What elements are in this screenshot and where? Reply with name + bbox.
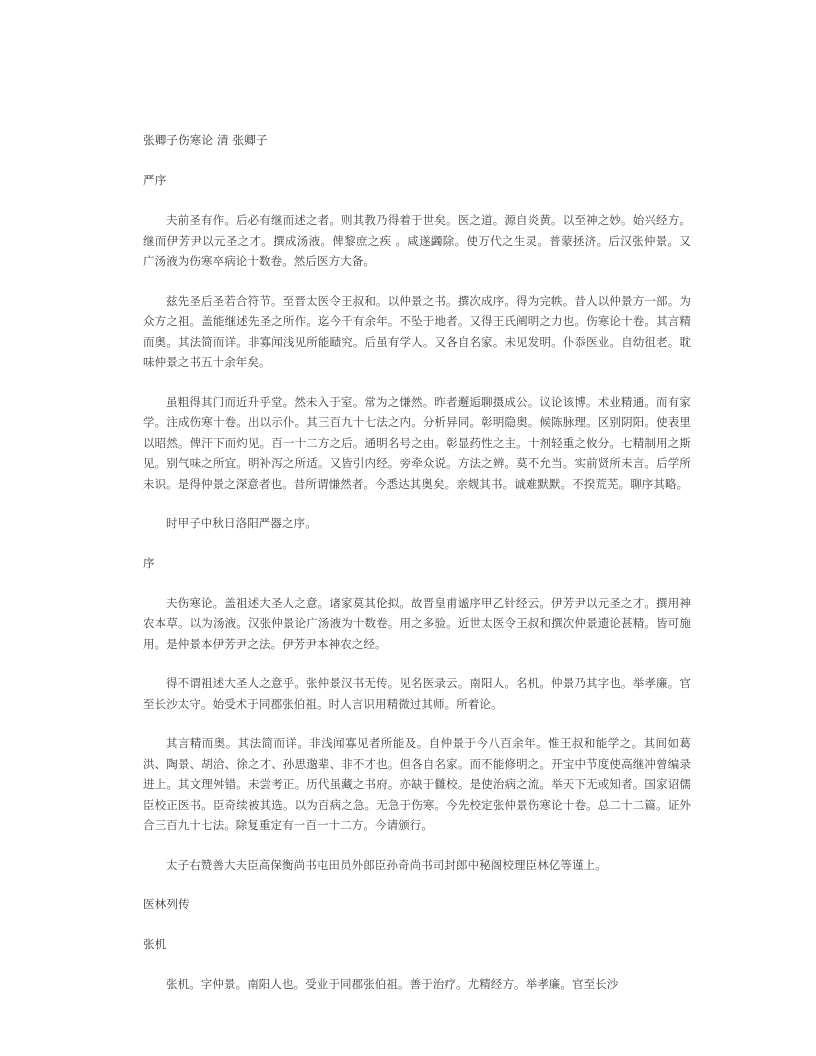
paragraph: 其言精而奥。其法简而详。非浅闻寡见者所能及。自仲景于今八百余年。惟王叔和能学之。其间如葛洪、陶景、胡洽、徐之才、孙思邈辈、非不才也。但各自名家。而不能修明之。开宝中节度使高继冲曾编录进上。其文理舛错。未尝考正。历代虽藏之书府。亦缺于雠校。是使治病之流。举天下无或知者。国家诏儒臣校正医书。臣奇续被其选。以为百病之急。无急于伤寒。今先校定张仲景伤寒论十卷。总二十二篇。证外合三百九十七法。除复重定有一百一十二方。今请颁行。: [143, 736, 691, 832]
paragraph: 夫前圣有作。后必有继而述之者。则其教乃得着于世矣。医之道。源自炎黄。以至神之妙。始兴经方。继而伊芳尹以元圣之才。撰成汤液。俾黎庶之疾 。咸遂蠲除。使万代之生灵。普蒙拯济。后汉张仲景。又广汤液为伤寒卒病论十数卷。然后医方大备。: [143, 213, 691, 268]
document-title: 张卿子伤寒论 清 张卿子: [143, 133, 268, 147]
paragraph: 张机。字仲景。南阳人也。受业于同郡张伯祖。善于治疗。尤精经方。举孝廉。官至长沙: [166, 977, 619, 991]
section-heading-zhangji: 张机: [143, 937, 167, 951]
section-heading-yilinliezhuan: 医林列传: [143, 897, 190, 911]
document-content: [143, 130, 691, 995]
paragraph: 得不谓祖述大圣人之意乎。张仲景汉书无传。见名医录云。南阳人。名机。仲景乃其字也。举孝廉。官至长沙太守。始受术于同郡张伯祖。时人言识用精微过其师。所着论。: [143, 676, 691, 711]
section-heading-xu: 序: [143, 555, 155, 570]
section-heading-yanxu: 严序: [143, 173, 167, 187]
paragraph: 兹先圣后圣若合符节。至晋太医令王叔和。以仲景之书。撰次成序。得为完帙。昔人以仲景方一部。为众方之祖。盖能继述先圣之所作。迄今千有余年。不坠于地者。又得王氏阐明之力也。伤寒论十卷。其言精而奥。其法简而详。非寡闻浅见所能赜究。后虽有学人。又各自名家。未见发明。仆忝医业。自幼徂老。耽味仲景之书五十余年矣。: [143, 293, 691, 369]
paragraph: 夫伤寒论。盖祖述大圣人之意。诸家莫其伦拟。故晋皇甫谧序甲乙针经云。伊芳尹以元圣之才。撰用神农本草。以为汤液。汉张仲景论广汤液为十数卷。用之多验。近世太医令王叔和撰次仲景遗论甚精。皆可施用。是仲景本伊芳尹之法。伊芳尹本神农之经。: [143, 595, 691, 651]
paragraph-signature: 太子右赞善大夫臣高保衡尚书屯田员外郎臣孙奇尚书司封郎中秘阁校理臣林亿等谨上。: [166, 857, 607, 872]
paragraph: 虽粗得其门而近升乎堂。然未入于室。常为之慊然。昨者邂逅聊摄成公。议论该博。术业精通。而有家学。注成伤寒十卷。出以示仆。其三百九十七法之内。分析异同。彰明隐奥。候陈脉理。区别阴阳。使表里以昭然。俾汗下而灼见。百一十二方之后。通明名号之由。彰显药性之主。十剂轻重之攸分。七精制用之斯见。别气味之所宜。明补泻之所适。又皆引内经。旁牵众说。方法之辨。莫不允当。实前贤所未言。后学所未识。是得仲景之深意者也。昔所谓慊然者。今悉达其奥矣。亲觌其书。诚难默默。不揆荒芜。聊序其略。: [143, 394, 691, 491]
paragraph-signature: 时甲子中秋日洛阳严器之序。: [166, 516, 317, 530]
